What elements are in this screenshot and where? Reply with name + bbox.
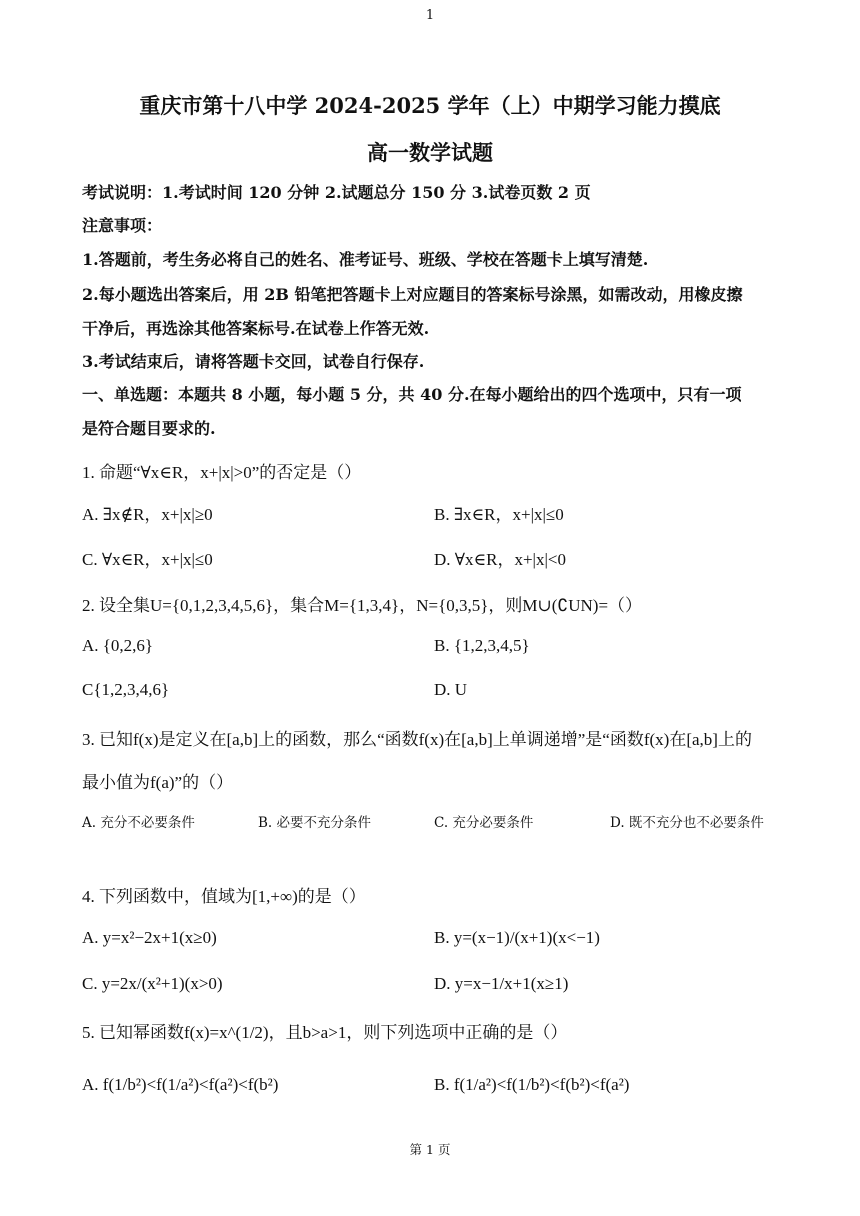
question-4-stem: 4. 下列函数中，值域为[1,+∞)的是（） xyxy=(82,887,366,906)
question-3-option-d: D. 既不充分也不必要条件 xyxy=(610,815,764,831)
notice-item-1: 1.答题前，考生务必将自己的姓名、准考证号、班级、学校在答题卡上填写清楚. xyxy=(82,250,649,269)
question-4-option-c: C. y=2x/(x²+1)(x>0) xyxy=(82,974,223,993)
section-heading-line1: 一、单选题：本题共 8 小题，每小题 5 分，共 40 分.在每小题给出的四个选项中，只有一项 xyxy=(82,385,742,404)
question-4-option-a: A. y=x²−2x+1(x≥0) xyxy=(82,928,217,947)
question-1-option-d: D. ∀x∈R，x+|x|<0 xyxy=(434,550,566,569)
question-1-option-c: C. ∀x∈R，x+|x|≤0 xyxy=(82,550,213,569)
notice-item-3: 3.考试结束后，请将答题卡交回，试卷自行保存. xyxy=(82,352,425,371)
page-footer: 第 1 页 xyxy=(409,1142,451,1157)
question-4-option-d: D. y=x−1/x+1(x≥1) xyxy=(434,974,569,993)
question-2-option-d: D. U xyxy=(434,680,468,699)
question-3-stem-line1: 3. 已知f(x)是定义在[a,b]上的函数，那么“函数f(x)在[a,b]上单调递增”是“函数f(x)在[a,b]上的 xyxy=(82,730,752,749)
exam-info: 考试说明：1.考试时间 120 分钟 2.试题总分 150 分 3.试卷页数 2 页 xyxy=(82,183,591,202)
question-3-option-b: B. 必要不充分条件 xyxy=(258,815,372,831)
exam-subtitle: 高一数学试题 xyxy=(367,140,493,165)
question-5-option-b: B. f(1/a²)<f(1/b²)<f(b²)<f(a²) xyxy=(434,1075,630,1094)
question-1-stem: 1. 命题“∀x∈R，x+|x|>0”的否定是（） xyxy=(82,463,362,482)
question-3-option-a: A. 充分不必要条件 xyxy=(82,815,195,831)
question-2-option-c: C{1,2,3,4,6} xyxy=(82,680,170,699)
question-5-option-a: A. f(1/b²)<f(1/a²)<f(a²)<f(b²) xyxy=(82,1075,279,1094)
notice-heading: 注意事项： xyxy=(82,216,163,235)
question-2-option-b: B. {1,2,3,4,5} xyxy=(434,636,530,655)
question-4-option-b: B. y=(x−1)/(x+1)(x<−1) xyxy=(434,928,600,947)
question-3-stem-line2: 最小值为f(a)”的（） xyxy=(82,773,234,792)
section-heading-line2: 是符合题目要求的. xyxy=(82,419,216,438)
question-1-option-b: B. ∃x∈R，x+|x|≤0 xyxy=(434,505,564,524)
question-1-option-a: A. ∃x∉R，x+|x|≥0 xyxy=(82,505,213,524)
question-3-option-c: C. 充分必要条件 xyxy=(434,815,534,831)
top-page-number: 1 xyxy=(425,8,435,23)
question-5-stem: 5. 已知幂函数f(x)=x^(1/2)，且b>a>1，则下列选项中正确的是（） xyxy=(82,1023,568,1042)
question-2-stem: 2. 设全集U={0,1,2,3,4,5,6}，集合M={1,3,4}，N={0,3,5}，则M∪(∁UN)=（） xyxy=(82,596,643,615)
exam-title: 重庆市第十八中学 2024-2025 学年（上）中期学习能力摸底 xyxy=(139,93,721,118)
notice-item-2-line2: 干净后，再选涂其他答案标号.在试卷上作答无效. xyxy=(82,319,430,338)
question-2-option-a: A. {0,2,6} xyxy=(82,636,154,655)
notice-item-2-line1: 2.每小题选出答案后，用 2B 铅笔把答题卡上对应题目的答案标号涂黑，如需改动，用橡皮擦 xyxy=(82,285,743,304)
